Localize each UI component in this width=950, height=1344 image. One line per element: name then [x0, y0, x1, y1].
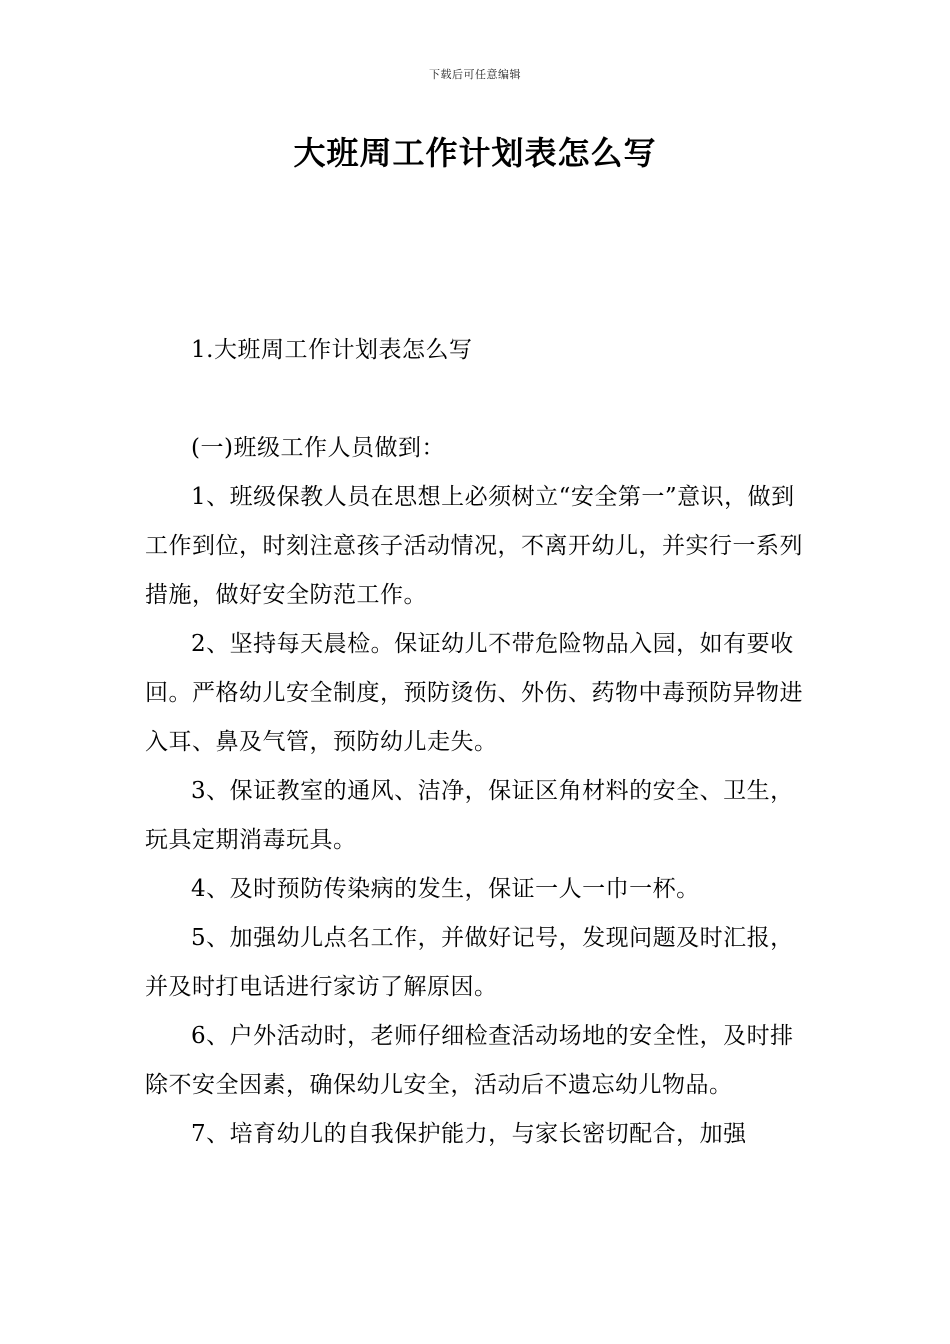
paragraph-5: 5、加强幼儿点名工作，并做好记号，发现问题及时汇报，并及时打电话进行家访了解原因。 — [145, 925, 794, 1000]
paragraph-list — [145, 473, 810, 1159]
sub-heading-block — [145, 424, 810, 473]
section-heading: 1.大班周工作计划表怎么写 — [191, 337, 473, 363]
section-heading-block — [145, 326, 810, 375]
paragraph-2: 2、坚持每天晨检。保证幼儿不带危险物品入园，如有要收回。严格幼儿安全制度，预防烫伤、外伤、药物中毒预防异物进入耳、鼻及气管，预防幼儿走失。 — [145, 631, 803, 755]
paragraph-1: 1、班级保教人员在思想上必须树立“安全第一”意识，做到工作到位，时刻注意孩子活动情况，不离开幼儿，并实行一系列措施，做好安全防范工作。 — [145, 484, 803, 608]
document-title: 大班周工作计划表怎么写 — [293, 134, 657, 172]
sub-heading: (一)班级工作人员做到： — [191, 435, 445, 461]
paragraph-7: 7、培育幼儿的自我保护能力，与家长密切配合，加强 — [191, 1121, 747, 1147]
paragraph-3: 3、保证教室的通风、洁净，保证区角材料的安全、卫生，玩具定期消毒玩具。 — [145, 778, 794, 853]
header-note: 下载后可任意编辑 — [429, 68, 521, 81]
paragraph-4: 4、及时预防传染病的发生，保证一人一巾一杯。 — [191, 876, 700, 902]
paragraph-6: 6、户外活动时，老师仔细检查活动场地的安全性，及时排除不安全因素，确保幼儿安全，活动后不遗忘幼儿物品。 — [145, 1023, 794, 1098]
